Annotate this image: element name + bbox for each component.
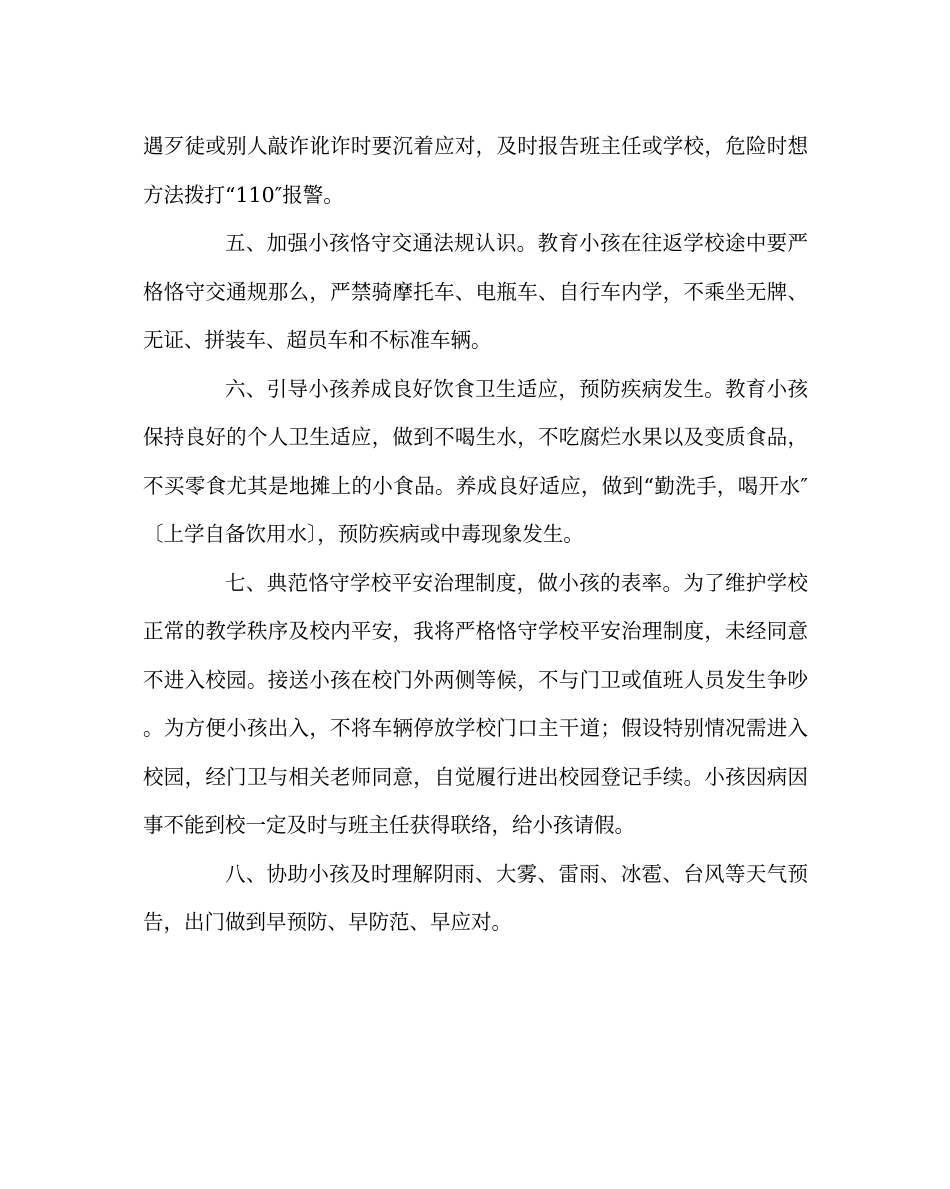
paragraph-item-6: 六、引导小孩养成良好饮食卫生适应，预防疾病发生。教育小孩保持良好的个人卫生适应，做到不喝生水，不吃腐烂水果以及变质食品，不买零食尤其是地摊上的小食品。养成良好适应，做到“勤洗手，喝开水″〔上学自备饮用水〕，预防疾病或中毒现象发生。 <box>143 376 808 546</box>
paragraph-item-7: 七、典范恪守学校平安治理制度，做小孩的表率。为了维护学校正常的教学秩序及校内平安，我将严格恪守学校平安治理制度，未经同意不进入校园。接送小孩在校门外两侧等候，不与门卫或值班人员发生争吵。为方便小孩出入，不将车辆停放学校门口主干道；假设特别情况需进入校园，经门卫与相关老师同意，自觉履行进出校园登记手续。小孩因病因事不能到校一定及时与班主任获得联络，给小孩请假。 <box>143 570 808 837</box>
document-body <box>143 122 808 947</box>
paragraph-item-8: 八、协助小孩及时理解阴雨、大雾、雷雨、冰雹、台风等天气预告，出门做到早预防、早防范、早应对。 <box>143 861 808 934</box>
paragraph-continuation: 遇歹徒或别人敲诈讹诈时要沉着应对，及时报告班主任或学校，危险时想方法拨打“110″报警。 <box>143 134 808 207</box>
paragraph-item-5: 五、加强小孩恪守交通法规认识。教育小孩在往返学校途中要严格恪守交通规那么，严禁骑摩托车、电瓶车、自行车内学，不乘坐无牌、无证、拼装车、超员车和不标准车辆。 <box>143 231 808 352</box>
